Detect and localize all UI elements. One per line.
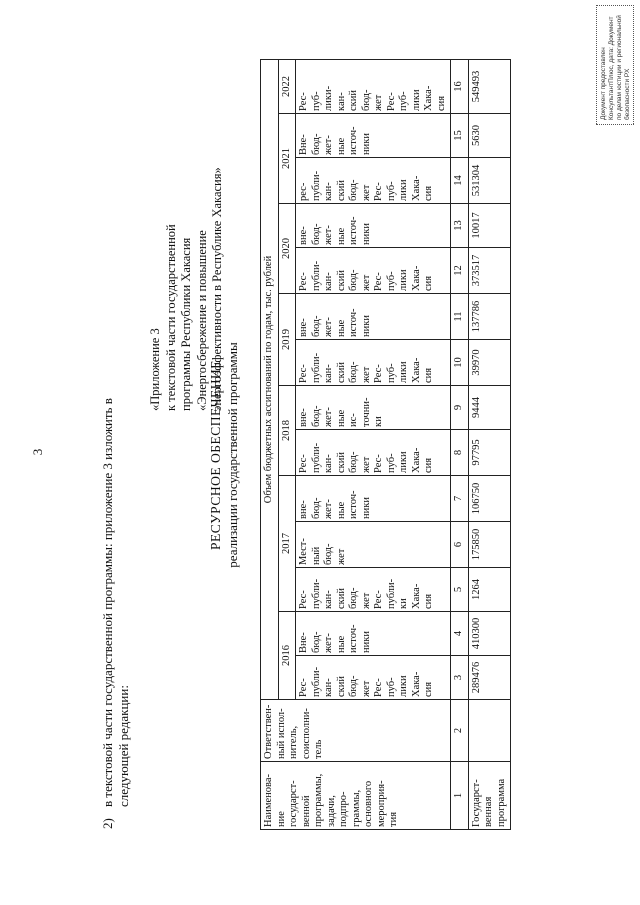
- header-budget-allocations: Объем бюджетных ассигнований по годам, тыс. рублей: [261, 60, 279, 700]
- page-number: 3: [30, 448, 45, 456]
- appendix-line-4: «Энергосбережение и повышение: [194, 230, 209, 411]
- value-cell: 1264: [468, 568, 511, 612]
- index-cell: 7: [451, 476, 469, 522]
- value-cell: 549493: [468, 60, 511, 114]
- appendix-line-3: программы Республики Хакасия: [179, 237, 193, 411]
- value-cell: 531304: [468, 158, 511, 204]
- value-cell: 39970: [468, 340, 511, 386]
- header-source: рес- публи- кан- ский бюд- жет Рес- пуб- лики Хака- сия: [296, 158, 451, 204]
- appendix-line-5: энергоэффективности в Республике Хакасия»: [210, 167, 224, 411]
- table-index-row: [451, 60, 469, 830]
- value-cell: 97795: [468, 430, 511, 476]
- value-cell: 289476: [468, 656, 511, 700]
- header-year-2019: 2019: [278, 294, 296, 386]
- index-cell: 12: [451, 248, 469, 294]
- index-cell: 1: [451, 762, 469, 830]
- value-cell: 5630: [468, 114, 511, 158]
- value-cell: 9444: [468, 386, 511, 430]
- header-source: вне- бюд- жет- ные источ- ники: [296, 204, 451, 248]
- index-cell: 6: [451, 522, 469, 568]
- index-cell: 16: [451, 60, 469, 114]
- index-cell: 8: [451, 430, 469, 476]
- appendix-line-2: к текстовой части государственной: [163, 224, 178, 411]
- header-year-2017: 2017: [278, 476, 296, 612]
- header-year-2021: 2021: [278, 114, 296, 204]
- value-cell: 106750: [468, 476, 511, 522]
- index-cell: 15: [451, 114, 469, 158]
- document-title: РЕСУРСНОЕ ОБЕСПЕЧЕНИЕ: [208, 360, 223, 550]
- header-source: Вне- бюд- жет- ные источ- ники: [296, 114, 451, 158]
- resource-budget-table: [260, 59, 511, 830]
- table-row: [468, 60, 511, 830]
- header-source: вне- бюд- жет- ные источ- ники: [296, 476, 451, 522]
- index-cell: 2: [451, 700, 469, 762]
- document-stamp: Документ предоставлен КонсультантПлюс, дата: Документ по делам юстиции и региональной безопасности РХ: [596, 5, 634, 125]
- document-subtitle: реализации государственной программы: [225, 342, 240, 568]
- header-source: Вне- бюд- жет- ные источ- ники: [296, 612, 451, 656]
- header-source: Мест- ный бюд- жет: [296, 522, 451, 568]
- value-cell: 10017: [468, 204, 511, 248]
- index-cell: 9: [451, 386, 469, 430]
- index-cell: 10: [451, 340, 469, 386]
- value-cell: 175850: [468, 522, 511, 568]
- header-year-2016: 2016: [278, 612, 296, 700]
- intro-item-number: 2): [100, 818, 115, 829]
- table-header-row-budget: [261, 60, 279, 830]
- index-cell: 14: [451, 158, 469, 204]
- value-cell: 410300: [468, 612, 511, 656]
- header-source: Рес- публи- кан- ский бюд- жет Рес- пуб- лики Хака- сия: [296, 248, 451, 294]
- value-cell: 373517: [468, 248, 511, 294]
- executor-cell: [468, 700, 511, 762]
- value-cell: 137786: [468, 294, 511, 340]
- appendix-line-1: «Приложение 3: [148, 328, 162, 411]
- header-source: Рес- пуб- лики- кан- ский бюд- жет Рес- пуб- лики Хака- сия: [296, 60, 451, 114]
- header-executor: Ответствен- ный испол- нитель, соисполни- тель: [261, 700, 451, 762]
- header-source: Рес- публи- кан- ский бюд- жет Рес- пуб- лики Хака- сия: [296, 656, 451, 700]
- intro-paragraph: в текстовой части государственной программы: приложение 3 изложить в следующей редакции:: [100, 398, 131, 807]
- index-cell: 11: [451, 294, 469, 340]
- index-cell: 4: [451, 612, 469, 656]
- index-cell: 5: [451, 568, 469, 612]
- header-year-2022: 2022: [278, 60, 296, 114]
- index-cell: 13: [451, 204, 469, 248]
- program-name-cell: Государст- венная программа: [468, 762, 511, 830]
- header-source: Рес- публи- кан- ский бюд- жет Рес- пуб- лики Хака- сия: [296, 340, 451, 386]
- index-cell: 3: [451, 656, 469, 700]
- header-year-2018: 2018: [278, 386, 296, 476]
- header-source: вне- бюд- жет- ные ис- точни- ки: [296, 386, 451, 430]
- header-year-2020: 2020: [278, 204, 296, 294]
- header-source: Рес- публи- кан- ский бюд- жет Рес- публи- ки Хака- сия: [296, 568, 451, 612]
- header-program-name: Наименова- ние государст- венной программы, задачи, подпро- граммы, основного мероприя- тия: [261, 762, 451, 830]
- header-source: вне- бюд- жет- ные источ- ники: [296, 294, 451, 340]
- header-source: Рес- публи- кан- ский бюд- жет Рес- пуб- лики Хака- сия: [296, 430, 451, 476]
